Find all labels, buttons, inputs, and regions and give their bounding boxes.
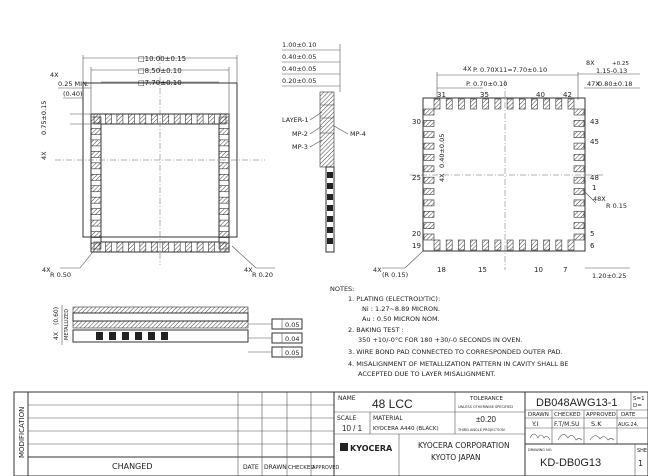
title-block — [14, 392, 648, 476]
bottom-pad — [556, 99, 562, 109]
pin-10: 10 — [534, 266, 543, 274]
side-dim-4: 0.20±0.05 — [282, 77, 317, 85]
top-min-label: 0.25 MIN. — [58, 80, 89, 88]
signature-approved — [590, 436, 614, 440]
top-finger — [91, 186, 101, 192]
top-finger — [219, 197, 229, 203]
pin-31: 31 — [437, 91, 446, 99]
top-finger — [140, 242, 146, 252]
tolerance-value: ±0.20 — [476, 415, 496, 424]
pin-40: 40 — [536, 91, 545, 99]
top-finger — [163, 242, 169, 252]
top-finger — [186, 242, 192, 252]
top-r-right-mult: 4X — [244, 266, 253, 274]
top-finger — [219, 232, 229, 238]
hdr-drawn: DRAWN — [528, 412, 549, 418]
bottom-pad — [424, 177, 434, 183]
top-finger — [209, 242, 215, 252]
bottom-pad — [574, 177, 584, 183]
side-pad — [327, 183, 333, 189]
bottom-pad — [574, 143, 584, 149]
bottom-pad — [424, 166, 434, 172]
bot-pad-47x: 47X — [587, 80, 600, 88]
scale-value: 10 / 1 — [342, 424, 363, 433]
section-view — [53, 305, 302, 357]
projection-label: THIRD ANGLE PROJECTION — [458, 428, 505, 432]
top-finger — [117, 114, 123, 124]
pin-7: 7 — [563, 266, 568, 274]
bottom-pad — [424, 211, 434, 217]
met-mult: 4X — [53, 332, 60, 340]
drawing-no-label: DRAWING NO. — [528, 448, 553, 452]
bottom-pad — [556, 240, 562, 250]
section-pad-blocks — [96, 332, 168, 340]
side-view-pad-stack — [327, 172, 333, 244]
bottom-pad — [483, 99, 489, 109]
doc-number: DB048AWG13-1 — [536, 397, 618, 409]
top-finger — [219, 140, 229, 146]
company-city: KYOTO JAPAN — [431, 453, 481, 462]
bot-pad-mult: 8X — [586, 59, 595, 67]
top-dim-3: □7.70±0.10 — [138, 79, 182, 87]
approved-label: APPROVED — [312, 465, 340, 471]
side-view — [282, 41, 366, 252]
top-dim-2: □8.50±0.10 — [138, 67, 182, 75]
note-4: 4. MISALIGNMENT OF METALLIZATION PATTERN IN CAVITY SHALL BE — [348, 360, 569, 368]
bot-inner-val: 0.40±0.05 — [438, 133, 446, 168]
bottom-pad — [471, 99, 477, 109]
pin-5: 5 — [590, 230, 595, 238]
bottom-view — [373, 59, 640, 280]
bottom-pad — [574, 154, 584, 160]
tolerance-sub: UNLESS OTHERWISE SPECIFIED — [458, 405, 513, 409]
bottom-pad — [424, 109, 434, 115]
signature-checked — [558, 434, 582, 440]
bottom-pad — [446, 240, 452, 250]
top-finger — [91, 128, 101, 134]
top-finger — [151, 114, 157, 124]
sheet-value: 1 — [638, 459, 644, 468]
side-dim-3: 0.40±0.05 — [282, 65, 317, 73]
layer-label-1: LAYER-1 — [282, 116, 309, 124]
bottom-pad — [574, 223, 584, 229]
pin-43: 43 — [590, 118, 599, 126]
bottom-pad — [544, 240, 550, 250]
bottom-pad — [507, 99, 513, 109]
top-finger — [219, 163, 229, 169]
pin-15: 15 — [478, 266, 487, 274]
bottom-pad — [574, 189, 584, 195]
top-finger — [219, 151, 229, 157]
bot-pad-width: 1.20±0.25 — [592, 272, 627, 280]
section-pad — [122, 332, 129, 340]
top-finger — [220, 114, 226, 124]
pin-18: 18 — [437, 266, 446, 274]
val-checked: F.T/M.SU — [554, 421, 580, 428]
note-1b: Au : 0.50 MICRON NOM. — [362, 315, 440, 323]
side-dim-2: 0.40±0.05 — [282, 53, 317, 61]
top-finger — [91, 232, 101, 238]
top-finger — [197, 114, 203, 124]
pin-1: 1 — [592, 184, 597, 192]
flatness-frames — [248, 319, 302, 357]
bottom-pad — [424, 234, 434, 240]
side-pad — [327, 238, 333, 244]
top-finger — [219, 243, 229, 249]
bot-pitch: P. 0.70±0.10 — [466, 80, 508, 88]
top-finger — [128, 242, 134, 252]
top-finger — [117, 242, 123, 252]
top-finger — [91, 209, 101, 215]
top-finger — [91, 220, 101, 226]
note-1a: Ni : 1.27~8.89 MICRON. — [362, 305, 441, 313]
note-3: 3. WIRE BOND PAD CONNECTED TO CORRESPONDED OUTER PAD. — [348, 348, 563, 356]
bottom-pad — [574, 132, 584, 138]
bottom-pad — [424, 223, 434, 229]
hdr-checked: CHECKED — [554, 412, 581, 418]
top-finger — [219, 174, 229, 180]
bottom-pad — [568, 99, 574, 109]
top-finger — [105, 242, 111, 252]
val-drawn: Y.I — [532, 420, 539, 428]
bottom-pad — [483, 240, 489, 250]
top-finger — [186, 114, 192, 124]
top-finger — [91, 140, 101, 146]
top-finger — [91, 117, 101, 123]
pin-42: 42 — [563, 91, 572, 99]
side-pad — [327, 227, 333, 233]
kyocera-logo — [340, 443, 393, 453]
note-4a: ACCEPTED DUE TO LAYER MISALIGNMENT. — [358, 370, 496, 378]
val-approved: S.K — [591, 420, 602, 428]
signature-drawn — [530, 434, 550, 440]
note-1: 1. PLATING (ELECTROLYTIC): — [348, 295, 441, 303]
layer-label-2: MP-2 — [292, 130, 308, 138]
pin-25: 25 — [412, 174, 421, 182]
top-r-left: R 0.50 — [50, 271, 72, 279]
checked-label: CHECKED — [288, 465, 315, 471]
section-pad — [161, 332, 168, 340]
top-side-mult: 4X — [40, 151, 48, 160]
bottom-pad — [574, 120, 584, 126]
bottom-view-pads — [424, 99, 584, 250]
flat-3: 0.05 — [285, 349, 300, 357]
drawn-label: DRAWN — [264, 464, 287, 471]
note-2a: 350 +10/-0°C FOR 180 +30/-0 SECONDS IN OVEN. — [358, 336, 523, 344]
pin-6: 6 — [590, 242, 595, 250]
pin-35: 35 — [480, 91, 489, 99]
top-finger — [197, 242, 203, 252]
bottom-pad — [424, 189, 434, 195]
bottom-pad — [574, 211, 584, 217]
bottom-pad — [574, 109, 584, 115]
bottom-pad — [434, 99, 440, 109]
top-finger — [91, 163, 101, 169]
bot-r-pad-mult: 48X — [593, 195, 606, 203]
sheet-s: S=1 — [633, 396, 645, 402]
section-pad — [109, 332, 116, 340]
bot-mult: 4X — [463, 65, 472, 73]
bot-pad-top: +0.25 — [612, 61, 629, 67]
top-finger — [219, 128, 229, 134]
pin-30: 30 — [412, 118, 421, 126]
bottom-pad — [446, 99, 452, 109]
side-dim-1: 1.00±0.10 — [282, 41, 317, 49]
tolerance-label: TOLERANCE — [470, 396, 504, 402]
changed-label: CHANGED — [112, 462, 153, 471]
material-label: MATERIAL — [373, 415, 403, 422]
bot-pad-047: 0.80±0.18 — [598, 80, 633, 88]
bottom-pad — [544, 99, 550, 109]
side-pad — [327, 194, 333, 200]
val-date: AUG.24, — [618, 422, 639, 428]
bot-pitch-total: P. 0.70X11=7.70±0.10 — [473, 66, 548, 74]
pin-48: 48 — [590, 174, 599, 182]
top-r-right: R 0.20 — [252, 271, 274, 279]
notes-title: NOTES: — [330, 285, 355, 293]
top-finger — [219, 186, 229, 192]
top-finger — [91, 197, 101, 203]
top-finger — [174, 242, 180, 252]
pin-20: 20 — [412, 230, 421, 238]
section-pad — [135, 332, 142, 340]
date-label: DATE — [243, 464, 259, 471]
flat-2: 0.04 — [285, 335, 300, 343]
hdr-date: DATE — [621, 412, 636, 418]
bottom-pad — [495, 240, 501, 250]
met-label: METALLIZED — [64, 308, 70, 340]
name-value: 48 LCC — [372, 397, 413, 411]
bottom-pad — [424, 132, 434, 138]
bot-r-pad: R 0.15 — [606, 202, 628, 210]
bottom-pad — [424, 200, 434, 206]
bottom-pad — [568, 240, 574, 250]
scale-label: SCALE — [337, 415, 357, 422]
bottom-pad — [495, 99, 501, 109]
bottom-pad — [574, 234, 584, 240]
side-pad — [327, 205, 333, 211]
bot-r-corner-mult: 4X — [373, 266, 382, 274]
pin-45: 45 — [590, 138, 599, 146]
sheet-label: SHE — [637, 448, 648, 454]
section-pad — [96, 332, 103, 340]
bottom-pad — [519, 99, 525, 109]
top-finger — [91, 174, 101, 180]
bottom-pad — [574, 200, 584, 206]
top-finger — [219, 220, 229, 226]
top-finger — [209, 114, 215, 124]
top-dim-1: □10.00±0.15 — [138, 55, 187, 63]
note-2: 2. BAKING TEST : — [348, 326, 404, 334]
drawing-number: KD-DB0G13 — [540, 457, 602, 469]
bottom-pad — [507, 240, 513, 250]
layer-label-4: MP-4 — [350, 130, 366, 138]
met-dim: (0.60) — [53, 306, 60, 325]
hdr-approved: APPROVED — [586, 412, 616, 418]
bottom-pad — [424, 120, 434, 126]
logo-text: KYOCERA — [350, 444, 393, 453]
side-pad — [327, 172, 333, 178]
top-finger — [151, 242, 157, 252]
bottom-pad — [434, 240, 440, 250]
material-value: KYOCERA A440 (BLACK) — [373, 426, 439, 432]
bottom-pad — [531, 99, 537, 109]
bot-inner-mult: 4X — [438, 173, 446, 182]
top-finger — [140, 114, 146, 124]
layer-label-3: MP-3 — [292, 143, 308, 151]
top-view — [40, 55, 275, 279]
top-finger — [105, 114, 111, 124]
pin-19: 19 — [412, 242, 421, 250]
top-finger — [128, 114, 134, 124]
bottom-pad — [458, 99, 464, 109]
bottom-pad — [574, 166, 584, 172]
top-finger — [91, 151, 101, 157]
company-name: KYOCERA CORPORATION — [418, 441, 510, 450]
flat-1: 0.05 — [285, 321, 300, 329]
section-pad — [148, 332, 155, 340]
notes — [330, 285, 569, 378]
bottom-pad — [424, 154, 434, 160]
bot-r-corner: (R 0.15) — [382, 271, 409, 279]
top-finger — [219, 209, 229, 215]
modification-label: MODIFICATION — [18, 406, 26, 458]
bot-pad-bot: 1.15-0.13 — [596, 67, 628, 75]
top-r-left-mult: 4X — [42, 266, 51, 274]
bottom-pad — [458, 240, 464, 250]
top-ref: (0.40) — [63, 90, 83, 98]
top-finger — [174, 114, 180, 124]
bottom-pad — [471, 240, 477, 250]
top-min-mult: 4X — [50, 71, 59, 79]
sheet-d: D= — [633, 403, 642, 409]
bottom-pad — [519, 240, 525, 250]
top-finger — [163, 114, 169, 124]
bottom-pad — [424, 143, 434, 149]
bottom-pad — [531, 240, 537, 250]
side-pad — [327, 216, 333, 222]
top-side-dim: 0.75±0.15 — [40, 100, 48, 135]
name-label: NAME — [338, 395, 356, 402]
